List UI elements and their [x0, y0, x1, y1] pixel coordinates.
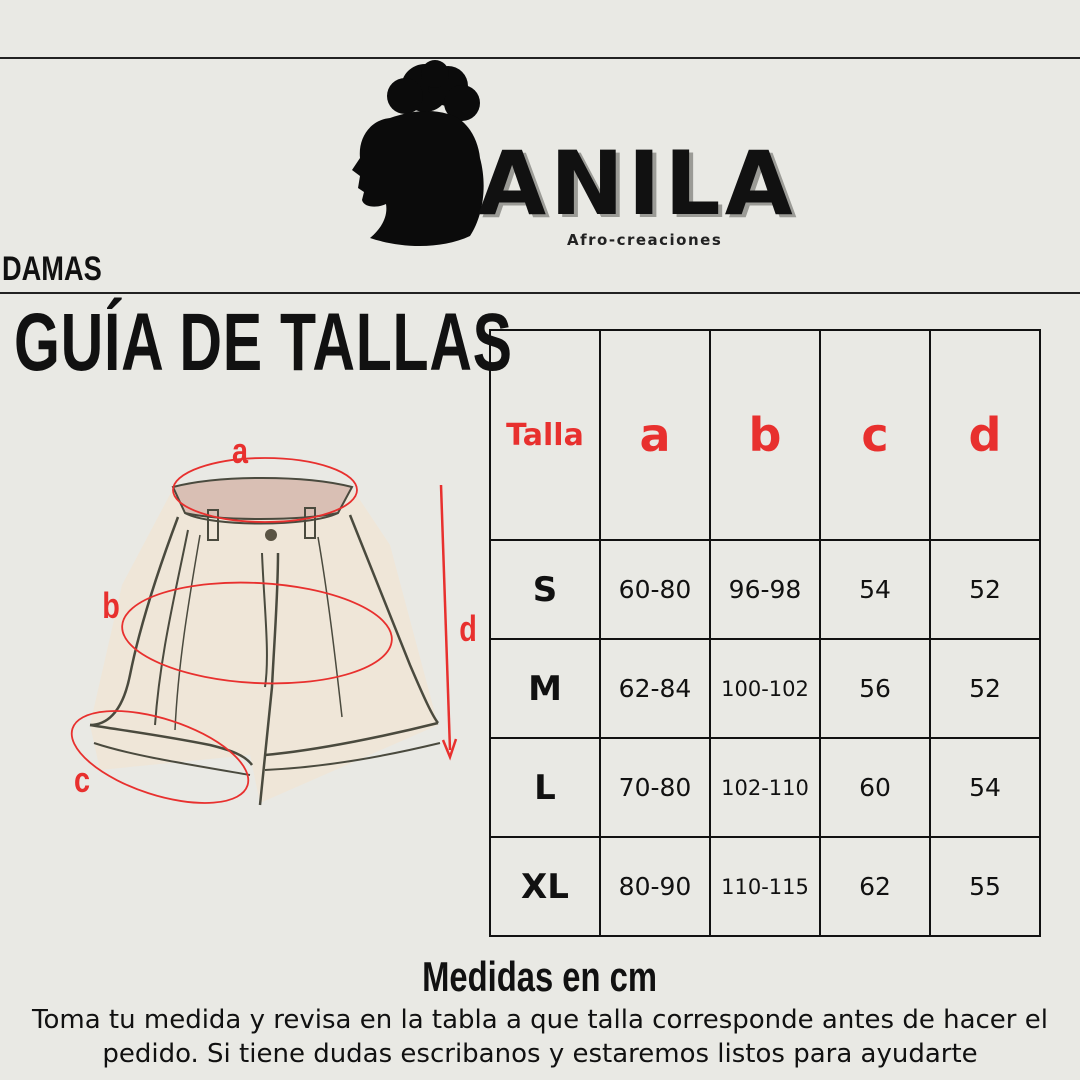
header-talla: Talla — [490, 330, 600, 540]
table-row — [490, 639, 1040, 738]
size-cell: M — [490, 639, 600, 738]
cell-a: 70-80 — [600, 738, 710, 837]
table-header-row — [490, 330, 1040, 540]
cell-c: 56 — [820, 639, 930, 738]
section-label: DAMAS — [2, 250, 102, 288]
cell-a: 62-84 — [600, 639, 710, 738]
cell-b: 102-110 — [710, 738, 820, 837]
afro-silhouette-icon — [330, 58, 500, 258]
instructions-line-1: Toma tu medida y revisa en la tabla a que talla corresponde antes de hacer el — [32, 1005, 1048, 1035]
header-d: d — [930, 330, 1040, 540]
size-cell: XL — [490, 837, 600, 936]
header-c: c — [820, 330, 930, 540]
cell-a: 60-80 — [600, 540, 710, 639]
table-row — [490, 738, 1040, 837]
header-b: b — [710, 330, 820, 540]
dim-label-d: d — [459, 608, 477, 649]
shorts-icon — [60, 425, 480, 815]
header-divider — [0, 292, 1080, 294]
dim-label-b: b — [102, 585, 120, 626]
cell-c: 54 — [820, 540, 930, 639]
instructions — [0, 1003, 1080, 1071]
dim-label-c: c — [74, 759, 91, 800]
cell-b: 96-98 — [710, 540, 820, 639]
top-divider — [0, 57, 1080, 59]
brand-tagline: Afro-creaciones — [567, 231, 723, 249]
cell-b: 110-115 — [710, 837, 820, 936]
table-row — [490, 837, 1040, 936]
cell-d: 55 — [930, 837, 1040, 936]
cell-d: 52 — [930, 540, 1040, 639]
brand-name: ANILA — [478, 132, 797, 235]
cell-d: 54 — [930, 738, 1040, 837]
cell-c: 62 — [820, 837, 930, 936]
size-table — [489, 329, 1041, 937]
cell-c: 60 — [820, 738, 930, 837]
size-cell: L — [490, 738, 600, 837]
units-title-text: Medidas en cm — [422, 953, 658, 1000]
instructions-line-2: pedido. Si tiene dudas escribanos y estaremos listos para ayudarte — [102, 1039, 978, 1069]
page-title: GUÍA DE TALLAS — [14, 297, 513, 388]
size-cell: S — [490, 540, 600, 639]
units-title — [0, 953, 1080, 1001]
table-row — [490, 540, 1040, 639]
header-a: a — [600, 330, 710, 540]
cell-b: 100-102 — [710, 639, 820, 738]
cell-a: 80-90 — [600, 837, 710, 936]
dim-label-a: a — [232, 430, 249, 471]
cell-d: 52 — [930, 639, 1040, 738]
